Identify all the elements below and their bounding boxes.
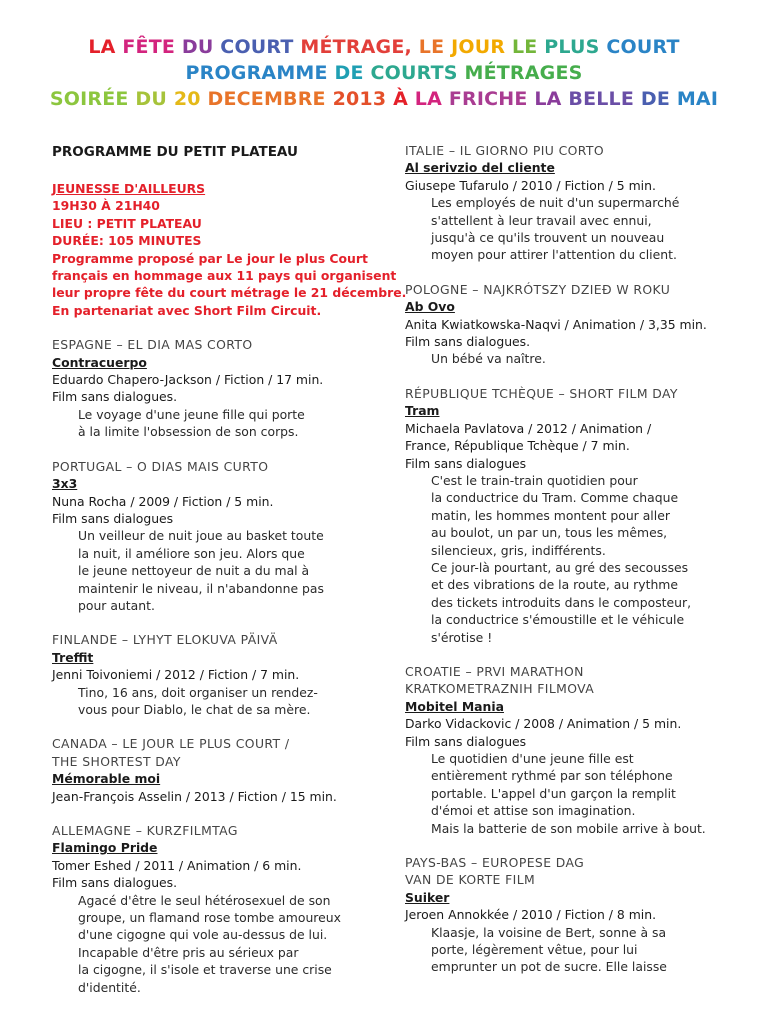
synopsis-line: la cigogne, il s'isole et traverse une crise [78, 962, 332, 978]
film-credit: Giusepe Tufarulo / 2010 / Fiction / 5 min. [405, 177, 656, 193]
intro-duration: DURÉE: 105 MINUTES [52, 233, 202, 249]
film-note: Film sans dialogues. [405, 334, 531, 350]
film-credit: Nuna Rocha / 2009 / Fiction / 5 min. [52, 493, 274, 509]
header-word: LA [88, 36, 123, 58]
film-entry [405, 854, 745, 976]
country-label: ALLEMAGNE – KURZFILMTAG [52, 823, 238, 838]
left-film-list [52, 336, 382, 996]
left-column [52, 142, 407, 1013]
synopsis-line: d'identité. [78, 979, 141, 995]
synopsis-line: C'est le train-train quotidien pour [431, 472, 638, 488]
film-title: Flamingo Pride [52, 840, 158, 856]
synopsis-line: pour autant. [78, 597, 155, 613]
header-word: DU [181, 36, 221, 58]
film-synopsis [405, 750, 745, 837]
intro-text-line: français en hommage aux 11 pays qui organisent [52, 268, 397, 284]
synopsis-line: groupe, un flamand rose tombe amoureux [78, 910, 341, 926]
header-title [0, 34, 768, 60]
header-word: COURTS [370, 62, 465, 84]
synopsis-line: Agacé d'être le seul hétérosexuel de son [78, 892, 331, 908]
film-synopsis [52, 406, 382, 441]
section-title: PROGRAMME DU PETIT PLATEAU [52, 144, 298, 160]
film-entry [52, 735, 382, 805]
synopsis-line: s'attellent à leur travail avec ennui, [431, 212, 652, 228]
country-label: VAN DE KORTE FILM [405, 872, 536, 888]
film-entry [405, 281, 745, 368]
film-entry [405, 663, 745, 837]
synopsis-line: s'érotise ! [431, 629, 493, 645]
programme-intro [52, 180, 407, 319]
film-note: Film sans dialogues. [52, 389, 178, 405]
country-label: CANADA – LE JOUR LE PLUS COURT / [52, 736, 290, 752]
synopsis-line: maintenir le niveau, il n'abandonne pas [78, 580, 324, 596]
header-event-date [0, 86, 768, 112]
film-title: Contracuerpo [52, 354, 147, 370]
intro-venue: LIEU : PETIT PLATEAU [52, 215, 202, 231]
synopsis-line: Le voyage d'une jeune fille qui porte [78, 406, 305, 422]
header-word: LE [418, 36, 452, 58]
header-word: LE [511, 36, 545, 58]
header-word: FÊTE [122, 36, 182, 58]
film-credit: Anita Kwiatkowska-Naqvi / Animation / 3,35 min. [405, 316, 707, 332]
film-title: Ab Ovo [405, 299, 455, 315]
header-word: MÉTRAGES [464, 62, 583, 84]
right-film-list [405, 142, 745, 976]
country-label: POLOGNE – NAJKRÓTSZY DZIEĐ W ROKU [405, 281, 671, 297]
synopsis-line: Un veilleur de nuit joue au basket toute [78, 528, 324, 544]
film-title: Tram [405, 403, 440, 419]
country-label: RÉPUBLIQUE TCHÈQUE – SHORT FILM DAY [405, 385, 678, 401]
film-title: Treffit [52, 649, 94, 665]
synopsis-line: silencieux, gris, indifférents. [431, 542, 606, 558]
film-credit: France, République Tchèque / 7 min. [405, 438, 630, 454]
synopsis-line: Ce jour-là pourtant, au gré des secousses [431, 559, 689, 575]
film-note: Film sans dialogues. [52, 875, 178, 891]
film-synopsis [52, 684, 382, 719]
synopsis-line: moyen pour attirer l'attention du client. [431, 247, 677, 263]
film-entry [405, 142, 745, 264]
synopsis-line: et des vibrations de la route, au rythme [431, 577, 678, 593]
film-credit: Tomer Eshed / 2011 / Animation / 6 min. [52, 857, 302, 873]
header-word: MAI [676, 88, 719, 110]
country-label: FINLANDE – LYHYT ELOKUVA PÄIVÄ [52, 632, 278, 648]
intro-time: 19H30 À 21H40 [52, 198, 160, 214]
synopsis-line: portable. L'appel d'un garçon la remplit [431, 785, 676, 801]
header-word: DU [135, 88, 174, 110]
synopsis-line: au boulot, un par un, tous les mêmes, [431, 525, 668, 541]
country-label: THE SHORTEST DAY [52, 753, 181, 769]
synopsis-line: Le quotidien d'une jeune fille est [431, 751, 634, 766]
country-label: PAYS-BAS – EUROPESE DAG [405, 855, 585, 871]
synopsis-line: Klaasje, la voisine de Bert, sonne à sa [431, 924, 667, 940]
synopsis-line: la conductrice s'émoustille et le véhicule [431, 612, 685, 628]
film-entry [52, 458, 382, 615]
film-title: Suiker [405, 889, 450, 905]
film-synopsis [405, 194, 745, 264]
intro-heading: JEUNESSE D'AILLEURS [52, 181, 206, 196]
synopsis-line: d'émoi et attise son imagination. [431, 803, 636, 819]
header-word: 2013 [332, 88, 394, 110]
synopsis-line: Les employés de nuit d'un supermarché [431, 195, 680, 211]
film-entry [405, 385, 745, 646]
header-word: À [393, 88, 415, 110]
film-note: Film sans dialogues [405, 733, 527, 749]
header-word: COURT [606, 36, 680, 58]
page-header [0, 34, 768, 112]
header-word: DECEMBRE [207, 88, 333, 110]
header-word: LA [534, 88, 569, 110]
film-entry [52, 822, 382, 996]
film-credit: Jean-François Asselin / 2013 / Fiction / 15 min. [52, 788, 337, 804]
synopsis-line: entièrement rythmé par son téléphone [431, 768, 673, 784]
intro-text-line: En partenariat avec Short Film Circuit. [52, 302, 322, 318]
synopsis-line: Incapable d'être pris au sérieux par [78, 944, 299, 960]
country-label: KRATKOMETRAZNIH FILMOVA [405, 681, 595, 697]
film-synopsis [405, 924, 745, 976]
film-credit: Darko Vidackovic / 2008 / Animation / 5 min. [405, 716, 682, 732]
synopsis-line: le jeune nettoyeur de nuit a du mal à [78, 563, 310, 579]
header-subtitle [0, 60, 768, 86]
header-word: PLUS [544, 36, 607, 58]
synopsis-line: des tickets introduits dans le composteur, [431, 594, 692, 610]
film-entry [52, 336, 382, 440]
film-title: Mobitel Mania [405, 698, 504, 714]
film-synopsis [52, 527, 382, 614]
header-word: DE [640, 88, 677, 110]
header-word: COURT [220, 36, 301, 58]
header-word: PROGRAMME [185, 62, 335, 84]
film-credit: Jeroen Annokkée / 2010 / Fiction / 8 min. [405, 907, 657, 923]
header-word: 20 [173, 88, 208, 110]
synopsis-line: d'une cigogne qui vole au-dessus de lui. [78, 927, 328, 943]
header-word: MÉTRAGE, [300, 36, 419, 58]
synopsis-line: Mais la batterie de son mobile arrive à bout. [431, 820, 706, 836]
film-note: Film sans dialogues [405, 455, 527, 471]
film-credit: Eduardo Chapero-Jackson / Fiction / 17 min. [52, 372, 324, 388]
film-synopsis [52, 892, 382, 996]
country-label: PORTUGAL – O DIAS MAIS CURTO [52, 458, 269, 474]
film-credit: Jenni Toivoniemi / 2012 / Fiction / 7 min. [52, 667, 300, 683]
film-entry [52, 631, 382, 718]
synopsis-line: Tino, 16 ans, doit organiser un rendez- [78, 684, 318, 700]
country-label: CROATIE – PRVI MARATHON [405, 663, 584, 679]
header-word: JOUR [451, 36, 512, 58]
synopsis-line: la nuit, il améliore son jeu. Alors que [78, 545, 305, 561]
right-column [405, 142, 745, 993]
film-credit: Michaela Pavlatova / 2012 / Animation / [405, 420, 652, 436]
synopsis-line: la conductrice du Tram. Comme chaque [431, 490, 679, 506]
film-title: Mémorable moi [52, 771, 161, 787]
synopsis-line: vous pour Diablo, le chat de sa mère. [78, 701, 311, 717]
synopsis-line: jusqu'à ce qu'ils trouvent un nouveau [431, 230, 665, 246]
header-word: LA [414, 88, 449, 110]
film-synopsis [405, 472, 745, 646]
synopsis-line: emprunter un pot de sucre. Elle laisse [431, 959, 667, 975]
film-title: 3x3 [52, 476, 78, 492]
synopsis-line: Un bébé va naître. [431, 351, 546, 367]
film-title: Al serivzio del cliente [405, 160, 555, 176]
intro-text-line: Programme proposé par Le jour le plus Court [52, 250, 368, 266]
header-word: BELLE [568, 88, 641, 110]
header-word: SOIRÉE [49, 88, 136, 110]
film-synopsis [405, 350, 745, 367]
intro-text-line: leur propre fête du court métrage le 21 décembre. [52, 285, 407, 301]
country-label: ESPAGNE – EL DIA MAS CORTO [52, 337, 253, 353]
country-label: ITALIE – IL GIORNO PIU CORTO [405, 143, 605, 158]
synopsis-line: à la limite l'obsession de son corps. [78, 424, 299, 440]
synopsis-line: matin, les hommes montent pour aller [431, 507, 670, 523]
film-note: Film sans dialogues [52, 510, 174, 526]
header-word: FRICHE [448, 88, 535, 110]
synopsis-line: porte, légèrement vêtue, pour lui [431, 942, 638, 958]
header-word: DE [334, 62, 371, 84]
